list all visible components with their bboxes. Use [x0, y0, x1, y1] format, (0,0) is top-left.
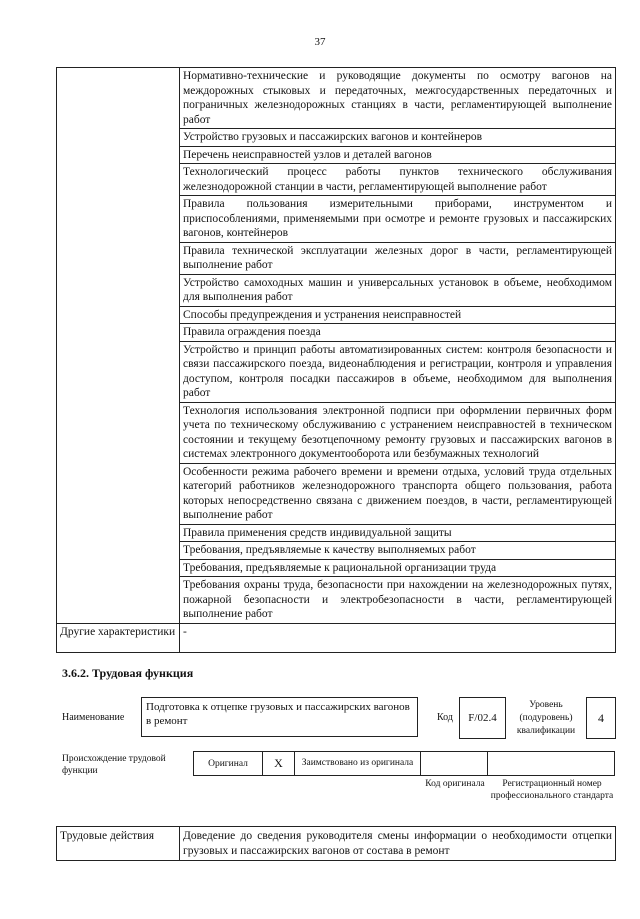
code-caption: Код оригинала	[425, 779, 485, 789]
requirement-item: Устройство и принцип работы автоматизированных систем: контроля безопасности и связи пассажирского поезда, видеонаблюдения и регистрации, контроля и управления доступом, контроля посадки пассажиров в объеме, необходимом для выполнения работ	[180, 341, 616, 402]
level-value: 4	[586, 697, 616, 739]
page-number: 37	[314, 36, 326, 48]
requirement-item: Требования, предъявляемые к качеству выполняемых работ	[180, 542, 616, 560]
section-title: 3.6.2. Трудовая функция	[62, 666, 194, 680]
borrowed-label: Заимствовано из оригинала	[294, 751, 421, 776]
knowledge-table	[56, 67, 616, 653]
level-label: Уровень (подуровень) квалификации	[516, 700, 576, 736]
requirement-item: Способы предупреждения и устранения неисправностей	[180, 306, 616, 324]
origin-label: Происхождение трудовой функции	[62, 754, 166, 776]
requirement-item: Правила ограждения поезда	[180, 324, 616, 342]
required-knowledge-label-cell	[57, 68, 180, 624]
other-label: Другие характеристики	[57, 623, 180, 652]
code-label: Код	[437, 712, 453, 723]
requirement-item: Перечень неисправностей узлов и деталей вагонов	[180, 146, 616, 164]
requirement-item: Правила технической эксплуатации железных дорог в части, регламентирующей выполнение работ	[180, 242, 616, 274]
original-code-cell	[420, 751, 488, 776]
function-name-label: Наименование	[62, 712, 125, 723]
actions-value: Доведение до сведения руководителя смены информации о необходимости отцепки грузовых и пассажирских вагонов от состава в ремонт	[180, 827, 616, 861]
requirement-item: Устройство грузовых и пассажирских вагонов и контейнеров	[180, 129, 616, 147]
requirement-item: Особенности режима рабочего времени и времени отдыха, условий труда отдельных категорий работников железнодорожного транспорта общего пользования, работа которых непосредственно связана с движением поездов, в части, регламентирующей выполнение работ	[180, 463, 616, 524]
actions-label: Трудовые действия	[57, 827, 180, 861]
other-value: -	[180, 623, 616, 652]
actions-table	[56, 826, 616, 861]
original-mark: X	[262, 751, 295, 776]
other-characteristics-row	[57, 623, 616, 652]
requirement-item: Требования, предъявляемые к рациональной организации труда	[180, 559, 616, 577]
original-label: Оригинал	[193, 751, 263, 776]
requirement-item: Правила пользования измерительными приборами, инструментом и приспособлениями, применяемыми при осмотре и ремонте грузовых и пассажирских вагонов, контейнеров	[180, 196, 616, 243]
actions-row	[57, 827, 616, 861]
requirement-item: Правила применения средств индивидуальной защиты	[180, 524, 616, 542]
reg-number-cell	[487, 751, 615, 776]
origin-row	[193, 751, 615, 776]
reg-caption: Регистрационный номер профессионального стандарта	[490, 779, 614, 801]
requirement-item: Требования охраны труда, безопасности при нахождении на железнодорожных путях, пожарной безопасности и электробезопасности в части, регламентирующей выполнение работ	[180, 577, 616, 624]
requirement-item: Технология использования электронной подписи при оформлении первичных форм учета по техническому обслуживанию с устранением неисправностей в техническом состоянии и текущему безотцепочному ремонту грузовых и пассажирских вагонов в системах электронного документооборота или безбумажных технологий	[180, 402, 616, 463]
requirement-item: Нормативно-технические и руководящие документы по осмотру вагонов на междорожных стыковых и передаточных, межгосударственных передаточных и пограничных железнодорожных станциях в части, регламентирующей выполнение работ	[180, 68, 616, 129]
requirement-row	[57, 68, 616, 129]
requirement-item: Технологический процесс работы пунктов технического обслуживания железнодорожной станции в части, регламентирующей выполнение работ	[180, 164, 616, 196]
requirement-item: Устройство самоходных машин и универсальных установок в объеме, необходимом для выполнения работ	[180, 274, 616, 306]
function-name-value: Подготовка к отцепке грузовых и пассажирских вагонов в ремонт	[141, 697, 418, 737]
code-value: F/02.4	[459, 697, 506, 739]
